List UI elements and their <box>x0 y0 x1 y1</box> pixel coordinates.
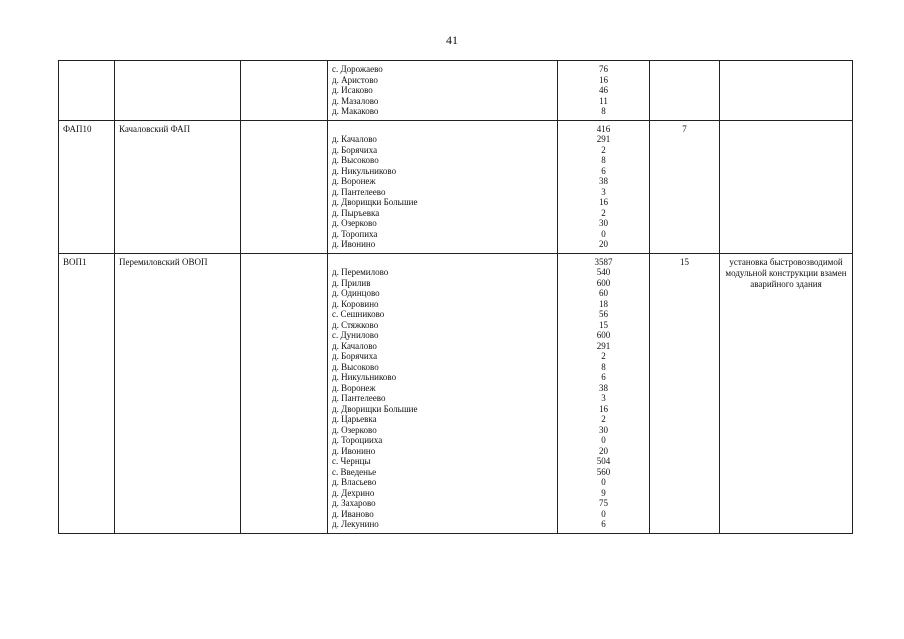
village-name: с. Сешниково <box>332 309 385 319</box>
note-cell <box>720 120 853 253</box>
village-name: д. Пыръевка <box>332 207 380 218</box>
table-row <box>59 253 853 533</box>
village-name: д. Одинцово <box>332 288 380 298</box>
village-name: д. Лекунино <box>332 519 379 529</box>
village-population: 16 <box>599 403 608 414</box>
village-population: 6 <box>601 165 606 176</box>
villages-cell <box>328 61 558 121</box>
village-name: д. Дворищки Большие <box>332 197 418 207</box>
village-population: 540 <box>596 267 611 277</box>
village-population: 0 <box>601 477 606 487</box>
village-name: д. Иваново <box>332 508 374 519</box>
village-population: 560 <box>596 466 611 477</box>
village-population: 504 <box>596 456 611 466</box>
village-name: д. Воронеж <box>332 176 376 186</box>
village-spacer <box>332 257 553 268</box>
village-name: д. Ивонино <box>332 445 376 456</box>
facility-code-cell: ФАП10 <box>59 120 115 253</box>
village-population: 0 <box>601 508 606 519</box>
village-population: 3 <box>601 186 606 197</box>
village-population: 0 <box>601 435 606 445</box>
village-population: 6 <box>601 519 606 529</box>
village-spacer <box>332 124 553 135</box>
note-text: установка быстровозводимой модульной конструкции взамен аварийного здания <box>725 256 847 289</box>
village-population: 76 <box>599 64 608 74</box>
village-population: 30 <box>599 424 608 435</box>
village-population: 291 <box>596 134 611 144</box>
village-population: 16 <box>599 74 608 85</box>
village-population: 600 <box>596 330 611 340</box>
village-name: д. Перемилово <box>332 267 389 277</box>
facilities-table-body <box>59 61 853 534</box>
village-population: 60 <box>599 288 608 298</box>
village-name: д. Озерково <box>332 218 377 228</box>
village-name: д. Пантелеево <box>332 393 386 403</box>
village-population: 11 <box>599 95 608 106</box>
village-name: д. Стяжково <box>332 319 379 330</box>
village-name: д. Макаково <box>332 106 379 116</box>
village-name: д. Пантелеево <box>332 186 386 197</box>
village-name: д. Озерково <box>332 424 377 435</box>
village-population: 18 <box>599 298 608 309</box>
village-name: д. Дворищки Большие <box>332 403 418 414</box>
empty-cell <box>241 253 328 533</box>
village-population: 15 <box>599 319 608 330</box>
village-population: 8 <box>601 155 606 165</box>
total-population: 3587 <box>594 256 613 267</box>
village-name: д. Власьево <box>332 477 377 487</box>
village-name: д. Аристово <box>332 74 378 85</box>
village-population: 9 <box>601 487 606 498</box>
village-name: д. Никульниково <box>332 372 397 382</box>
village-population: 291 <box>596 340 611 351</box>
facility-name-cell: Перемиловский ОВОП <box>115 253 241 533</box>
village-name: д. Торопиха <box>332 228 378 239</box>
village-name: с. Дунилово <box>332 330 379 340</box>
village-population: 20 <box>599 239 608 249</box>
village-name: д. Мазалово <box>332 95 379 106</box>
village-name: д. Высоково <box>332 155 379 165</box>
village-name: с. Дорожаево <box>332 64 383 74</box>
villages-cell <box>328 120 558 253</box>
village-name: д. Дехрино <box>332 487 375 498</box>
village-population: 2 <box>601 207 606 218</box>
page-number: 41 <box>446 33 458 47</box>
village-name: д. Исаково <box>332 85 373 95</box>
village-name: д. Тороцииха <box>332 435 383 445</box>
facility-name-cell <box>115 61 241 121</box>
village-population: 16 <box>599 197 608 207</box>
village-population: 56 <box>599 309 608 319</box>
village-name: с. Введенье <box>332 466 377 477</box>
village-population: 2 <box>601 351 606 361</box>
population-cell <box>558 253 650 533</box>
village-name: д. Ивонино <box>332 239 376 249</box>
village-name: с. Чернцы <box>332 456 371 466</box>
population-cell <box>558 120 650 253</box>
villages-cell <box>328 253 558 533</box>
note-cell <box>720 253 853 533</box>
table-row <box>59 61 853 121</box>
note-cell <box>720 61 853 121</box>
village-population: 75 <box>599 498 608 508</box>
village-name: д. Качалово <box>332 134 377 144</box>
village-name: д. Прилив <box>332 277 371 288</box>
village-population: 8 <box>601 361 606 372</box>
village-name: д. Никульниково <box>332 165 397 176</box>
village-name: д. Качалово <box>332 340 377 351</box>
village-population: 8 <box>601 106 606 116</box>
village-population: 30 <box>599 218 608 228</box>
village-population: 20 <box>599 445 608 456</box>
table-row <box>59 120 853 253</box>
village-name: д. Захарово <box>332 498 376 508</box>
number-cell: 15 <box>650 253 720 533</box>
population-cell <box>558 61 650 121</box>
village-population: 3 <box>601 393 606 403</box>
village-population: 2 <box>601 144 606 155</box>
empty-cell <box>241 120 328 253</box>
village-population: 38 <box>599 382 608 393</box>
village-population: 0 <box>601 228 606 239</box>
facilities-table <box>58 60 853 534</box>
village-name: д. Воронеж <box>332 382 376 393</box>
empty-cell <box>241 61 328 121</box>
village-population: 6 <box>601 372 606 382</box>
number-cell: 7 <box>650 120 720 253</box>
village-population: 46 <box>599 85 608 95</box>
village-population: 38 <box>599 176 608 186</box>
village-name: д. Борячиха <box>332 144 378 155</box>
facility-code-cell <box>59 61 115 121</box>
village-population: 2 <box>601 414 606 424</box>
village-name: д. Высоково <box>332 361 379 372</box>
village-name: д. Борячиха <box>332 351 378 361</box>
number-cell <box>650 61 720 121</box>
total-population: 416 <box>596 123 611 134</box>
village-name: д. Царьевка <box>332 414 377 424</box>
facility-name-cell: Качаловский ФАП <box>115 120 241 253</box>
facility-code-cell: ВОП1 <box>59 253 115 533</box>
village-name: д. Коровино <box>332 298 379 309</box>
village-population: 600 <box>596 277 611 288</box>
